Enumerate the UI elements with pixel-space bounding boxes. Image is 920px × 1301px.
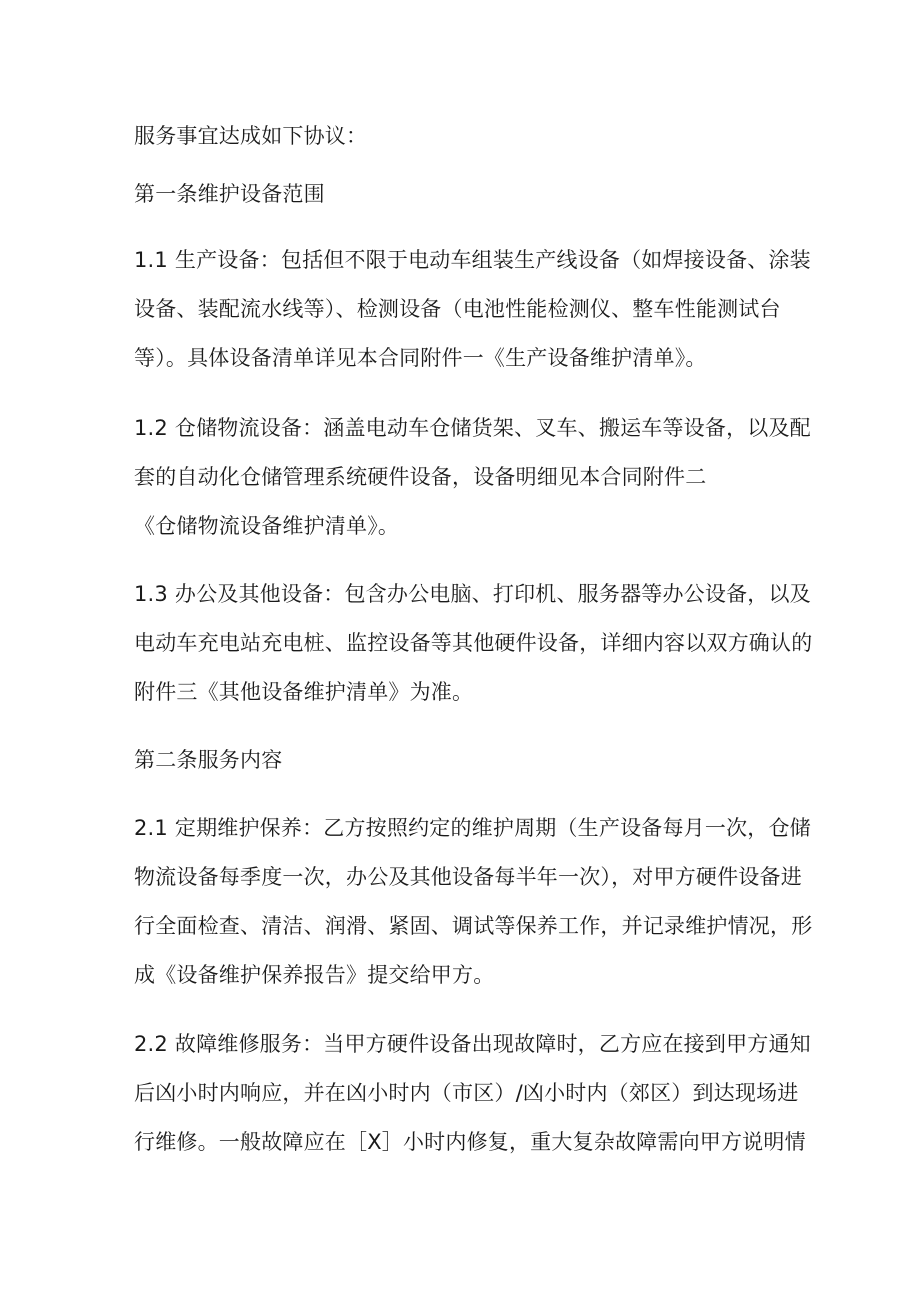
clause-2-1-line-2: 物流设备每季度一次，办公及其他设备每半年一次），对甲方硬件设备进 <box>134 865 802 889</box>
clause-2-2-line-3: 行维修。一般故障应在［X］小时内修复，重大复杂故障需向甲方说明情 <box>134 1130 806 1154</box>
clause-2-2-line-1: 2.2 故障维修服务：当甲方硬件设备出现故障时，乙方应在接到甲方通知 <box>134 1032 811 1056</box>
article-1-heading: 第一条维护设备范围 <box>134 182 325 206</box>
clause-1-1-line-1: 1.1 生产设备：包括但不限于电动车组装生产线设备（如焊接设备、涂装 <box>134 248 811 272</box>
intro-text: 服务事宜达成如下协议： <box>134 124 368 148</box>
clause-1-3-line-3: 附件三《其他设备维护清单》为准。 <box>134 680 474 704</box>
clause-2-1-line-3: 行全面检查、清洁、润滑、紧固、调试等保养工作，并记录维护情况，形 <box>134 914 813 938</box>
clause-1-2-line-3: 《仓储物流设备维护清单》。 <box>134 514 400 538</box>
clause-2-1-line-4: 成《设备维护保养报告》提交给甲方。 <box>134 963 495 987</box>
clause-1-3-line-1: 1.3 办公及其他设备：包含办公电脑、打印机、服务器等办公设备，以及 <box>134 582 811 606</box>
clause-1-2-line-2: 套的自动化仓储管理系统硬件设备，设备明细见本合同附件二 <box>134 465 707 489</box>
clause-1-3-line-2: 电动车充电站充电桩、监控设备等其他硬件设备，详细内容以双方确认的 <box>134 631 813 655</box>
clause-2-2-line-2: 后凶小时内响应，并在凶小时内（市区）/凶小时内（郊区）到达现场进 <box>134 1081 799 1105</box>
clause-1-1-line-2: 设备、装配流水线等）、检测设备（电池性能检测仪、整车性能测试台 <box>134 297 781 321</box>
clause-1-1-line-3: 等）。具体设备清单详见本合同附件一《生产设备维护清单》。 <box>134 346 707 370</box>
article-2-heading: 第二条服务内容 <box>134 748 283 772</box>
clause-2-1-line-1: 2.1 定期维护保养：乙方按照约定的维护周期（生产设备每月一次，仓储 <box>134 816 811 840</box>
clause-1-2-line-1: 1.2 仓储物流设备：涵盖电动车仓储货架、叉车、搬运车等设备，以及配 <box>134 416 811 440</box>
